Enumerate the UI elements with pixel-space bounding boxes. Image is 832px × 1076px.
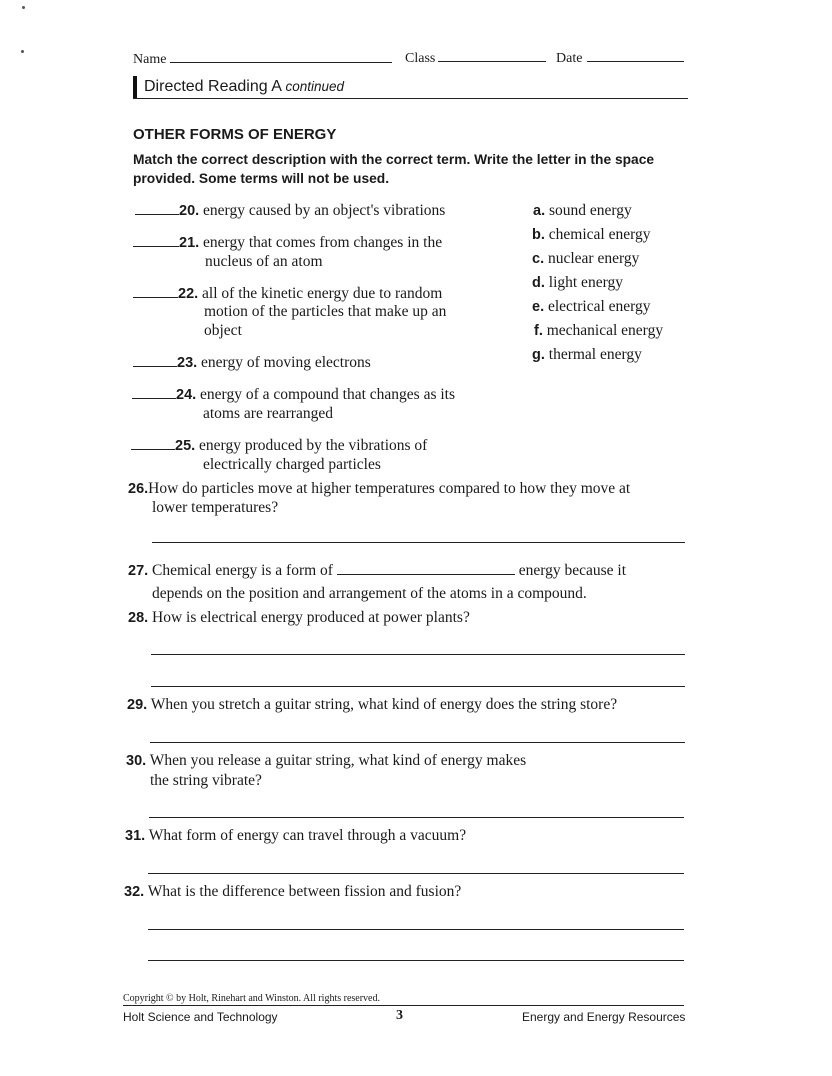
item-text: energy produced by the vibrations of (199, 437, 428, 454)
question-text: When you stretch a guitar string, what kind of energy does the string store? (150, 696, 618, 713)
option-e (532, 298, 651, 316)
question-number: 26. (128, 481, 149, 497)
question-27 (128, 562, 626, 580)
footer-rule (123, 1005, 684, 1006)
name-field[interactable] (133, 52, 392, 68)
section-heading: OTHER FORMS OF ENERGY (133, 126, 337, 143)
class-field[interactable] (405, 51, 546, 67)
answer-blank[interactable] (135, 214, 179, 215)
option-term: light energy (548, 274, 623, 291)
question-text-after: energy because it (518, 562, 627, 579)
question-text-cont: depends on the position and arrangement of the atoms in a compound. (152, 585, 587, 602)
title-rule (133, 98, 688, 99)
class-label: Class (405, 51, 436, 66)
question-number: 30. (126, 753, 147, 769)
question-text-cont: the string vibrate? (150, 772, 262, 789)
question-text: What is the difference between fission and fusion? (147, 883, 462, 900)
footer-left: Holt Science and Technology (123, 1010, 278, 1024)
instructions-line-1: Match the correct description with the correct term. Write the letter in the space (133, 152, 655, 167)
item-text-cont: electrically charged particles (203, 456, 381, 473)
option-letter: e. (532, 299, 545, 315)
answer-line[interactable] (148, 960, 684, 961)
class-blank[interactable] (438, 61, 546, 62)
item-number: 22. (178, 286, 199, 302)
question-29 (127, 696, 617, 714)
question-31 (125, 827, 466, 845)
option-letter: b. (532, 227, 545, 243)
option-c (532, 250, 639, 268)
answer-blank[interactable] (133, 246, 179, 247)
question-text: How do particles move at higher temperatures compared to how they move at (148, 480, 631, 497)
item-text: energy caused by an object's vibrations (203, 202, 446, 219)
answer-blank[interactable] (132, 398, 176, 399)
matching-item-20 (135, 202, 445, 220)
scan-mark (21, 50, 24, 53)
answer-line[interactable] (149, 817, 684, 818)
item-text: all of the kinetic energy due to random (202, 285, 443, 302)
answer-line[interactable] (150, 742, 685, 743)
item-number: 24. (176, 387, 197, 403)
title-text: Directed Reading A (144, 78, 281, 95)
answer-blank[interactable] (133, 297, 178, 298)
answer-line[interactable] (148, 929, 684, 930)
option-term: mechanical energy (546, 322, 664, 339)
page-number: 3 (396, 1008, 403, 1023)
option-term: sound energy (548, 202, 632, 219)
question-28 (128, 609, 470, 627)
question-30 (126, 752, 526, 770)
option-g (532, 346, 642, 364)
matching-item-24 (132, 386, 455, 404)
answer-line[interactable] (148, 873, 684, 874)
date-blank[interactable] (587, 61, 684, 62)
page-title (144, 78, 344, 96)
item-text: energy that comes from changes in the (203, 234, 443, 251)
date-label: Date (556, 51, 583, 66)
item-text-cont: nucleus of an atom (205, 253, 323, 270)
option-a (533, 202, 632, 220)
option-d (532, 274, 623, 292)
option-letter: a. (533, 203, 546, 219)
item-number: 20. (179, 203, 200, 219)
question-number: 32. (124, 884, 145, 900)
answer-line[interactable] (151, 686, 685, 687)
question-number: 29. (127, 697, 148, 713)
question-text: When you release a guitar string, what kind of energy makes (149, 752, 527, 769)
option-f (534, 322, 663, 340)
item-text-cont: object (204, 322, 242, 339)
item-number: 21. (179, 235, 200, 251)
name-blank[interactable] (170, 62, 392, 63)
question-text-cont: lower temperatures? (152, 499, 279, 516)
name-label: Name (133, 52, 167, 67)
item-text: energy of moving electrons (201, 354, 371, 371)
copyright-notice: Copyright © by Holt, Rinehart and Winston. All rights reserved. (123, 993, 380, 1004)
footer-right: Energy and Energy Resources (522, 1010, 686, 1024)
option-b (532, 226, 650, 244)
option-letter: f. (534, 323, 543, 339)
option-letter: c. (532, 251, 545, 267)
question-26 (128, 480, 630, 498)
answer-line[interactable] (152, 542, 685, 543)
matching-item-25 (131, 437, 427, 455)
option-term: nuclear energy (547, 250, 640, 267)
question-number: 31. (125, 828, 146, 844)
matching-item-23 (133, 354, 371, 372)
option-term: thermal energy (548, 346, 642, 363)
question-text: What form of energy can travel through a vacuum? (148, 827, 467, 844)
instructions-line-2: provided. Some terms will not be used. (133, 171, 390, 186)
title-suffix: continued (285, 79, 344, 94)
question-number: 28. (128, 610, 149, 626)
item-text-cont: atoms are rearranged (203, 405, 333, 422)
date-field[interactable] (556, 51, 684, 67)
matching-item-22 (133, 285, 442, 303)
item-text: energy of a compound that changes as its (200, 386, 456, 403)
answer-line[interactable] (151, 654, 685, 655)
question-number: 27. (128, 563, 149, 579)
item-text-cont: motion of the particles that make up an (204, 303, 447, 320)
fill-in-blank[interactable] (337, 574, 515, 575)
option-term: electrical energy (547, 298, 651, 315)
scan-mark (22, 6, 25, 9)
option-term: chemical energy (548, 226, 651, 243)
answer-blank[interactable] (131, 449, 175, 450)
question-text: How is electrical energy produced at power plants? (152, 609, 470, 626)
item-number: 25. (175, 438, 196, 454)
option-letter: g. (532, 347, 545, 363)
option-letter: d. (532, 275, 545, 291)
question-32 (124, 883, 461, 901)
title-marker (133, 76, 137, 98)
item-number: 23. (177, 355, 198, 371)
answer-blank[interactable] (133, 366, 177, 367)
question-text: Chemical energy is a form of (152, 562, 333, 579)
matching-item-21 (133, 234, 442, 252)
